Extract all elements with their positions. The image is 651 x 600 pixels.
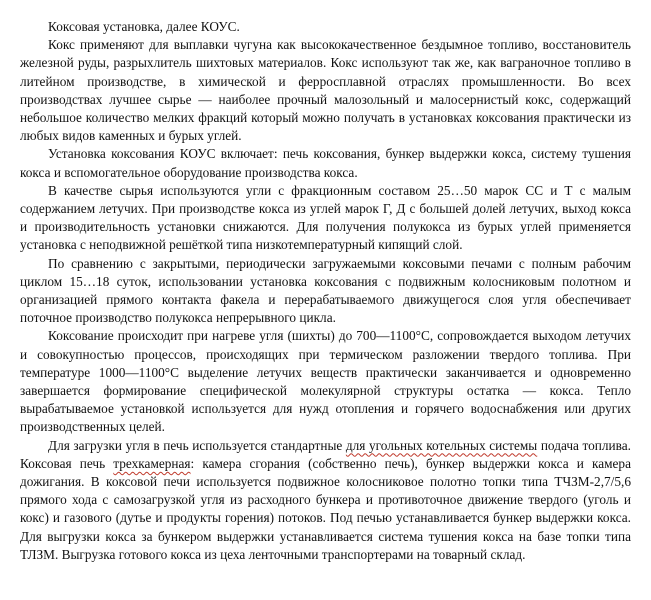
spellcheck-underline-word[interactable]: трехкамерная [113, 455, 191, 471]
paragraph-coking-process-text: Коксование происходит при нагреве угля (шихты) до 700—1100°С, сопровождается выходом летучих и совокупностью процессов, происходящих при термическом разложении твердого топлива. При температуре 1000—1100°С выделение летучих веществ практически заканчивается и одновременно завершается формирование специфической молекулярной структуры остатка — кокса. Тепло вырабатываемое установкой используется для нужд отопления и горячего водоснабжения или других производственных целей. [20, 328, 631, 435]
paragraph-comparison: По сравнению с закрытыми, периодически загружаемыми коксовыми печами с полным рабочим циклом 15…18 суток, использовании установка коксования с подвижным колосниковым полотном и организацией прямого контакта факела и перерабатываемого движущегося слоя угля обеспечивает поточное производство полукокса непрерывного цикла. [20, 255, 631, 326]
loading-text-a: Для загрузки угля в печь используется стандартные [48, 437, 346, 453]
loading-text-c: : камера сгорания (собственно печь), бункер выдержки кокса и камера дожигания. В коксовой печи используется подвижное колосниковое полотно топки типа ТЧЗМ-2,7/5,6 прямого хода с самозагрузкой угля из расходного бункера и противоточное движение твердого (уголь и кокс) и газового (дутье и продукты горения) потоков. Под печью устанавливается бункер выдержки кокса. Для выгрузки кокса за бункером выдержки устанавливается система тушения кокса на базе топки типа ТЛЗМ. Выгрузка готового кокса из цеха ленточными транспортерами на товарный склад. [20, 455, 631, 562]
loading-text-b: подача топлива. Коксовая печь [20, 437, 631, 471]
paragraph-loading [20, 437, 631, 564]
spellcheck-underline-phrase[interactable]: для угольных котельных системы [345, 437, 538, 453]
document-title: Коксовая установка, далее КОУС. [48, 19, 240, 34]
paragraph-raw-materials: В качестве сырья используются угли с фракционным составом 25…50 марок СС и Т с малым содержанием летучих. При производстве кокса из углей марок Г, Д с большей долей летучих, выход кокса и производительность установки снижаются. Для получения полукокса из бурых углей применяется установка с неподвижной решёткой типа низкотемпературный кипящий слой. [20, 182, 631, 253]
paragraph-installation-components: Установка коксования КОУС включает: печь коксования, бункер выдержки кокса, систему тушения кокса и вспомогательное оборудование производства кокса. [20, 146, 631, 180]
paragraph-coking-process [20, 327, 631, 436]
paragraph-coke-usage: Кокс применяют для выплавки чугуна как высококачественное бездымное топливо, восстановитель железной руды, разрыхлитель шихтовых материалов. Кокс используют так же, как ваграночное топливо в литейном производстве, в химической и ферросплавной отраслях промышленности. Во всех производствах лучшее сырье — наиболее прочный малозольный и малосернистый кокс, содержащий небольшое количество мелких фракций который можно получать в установках коксования практически из любых видов каменных и бурых углей. [20, 37, 631, 144]
document-body[interactable] [20, 18, 631, 564]
